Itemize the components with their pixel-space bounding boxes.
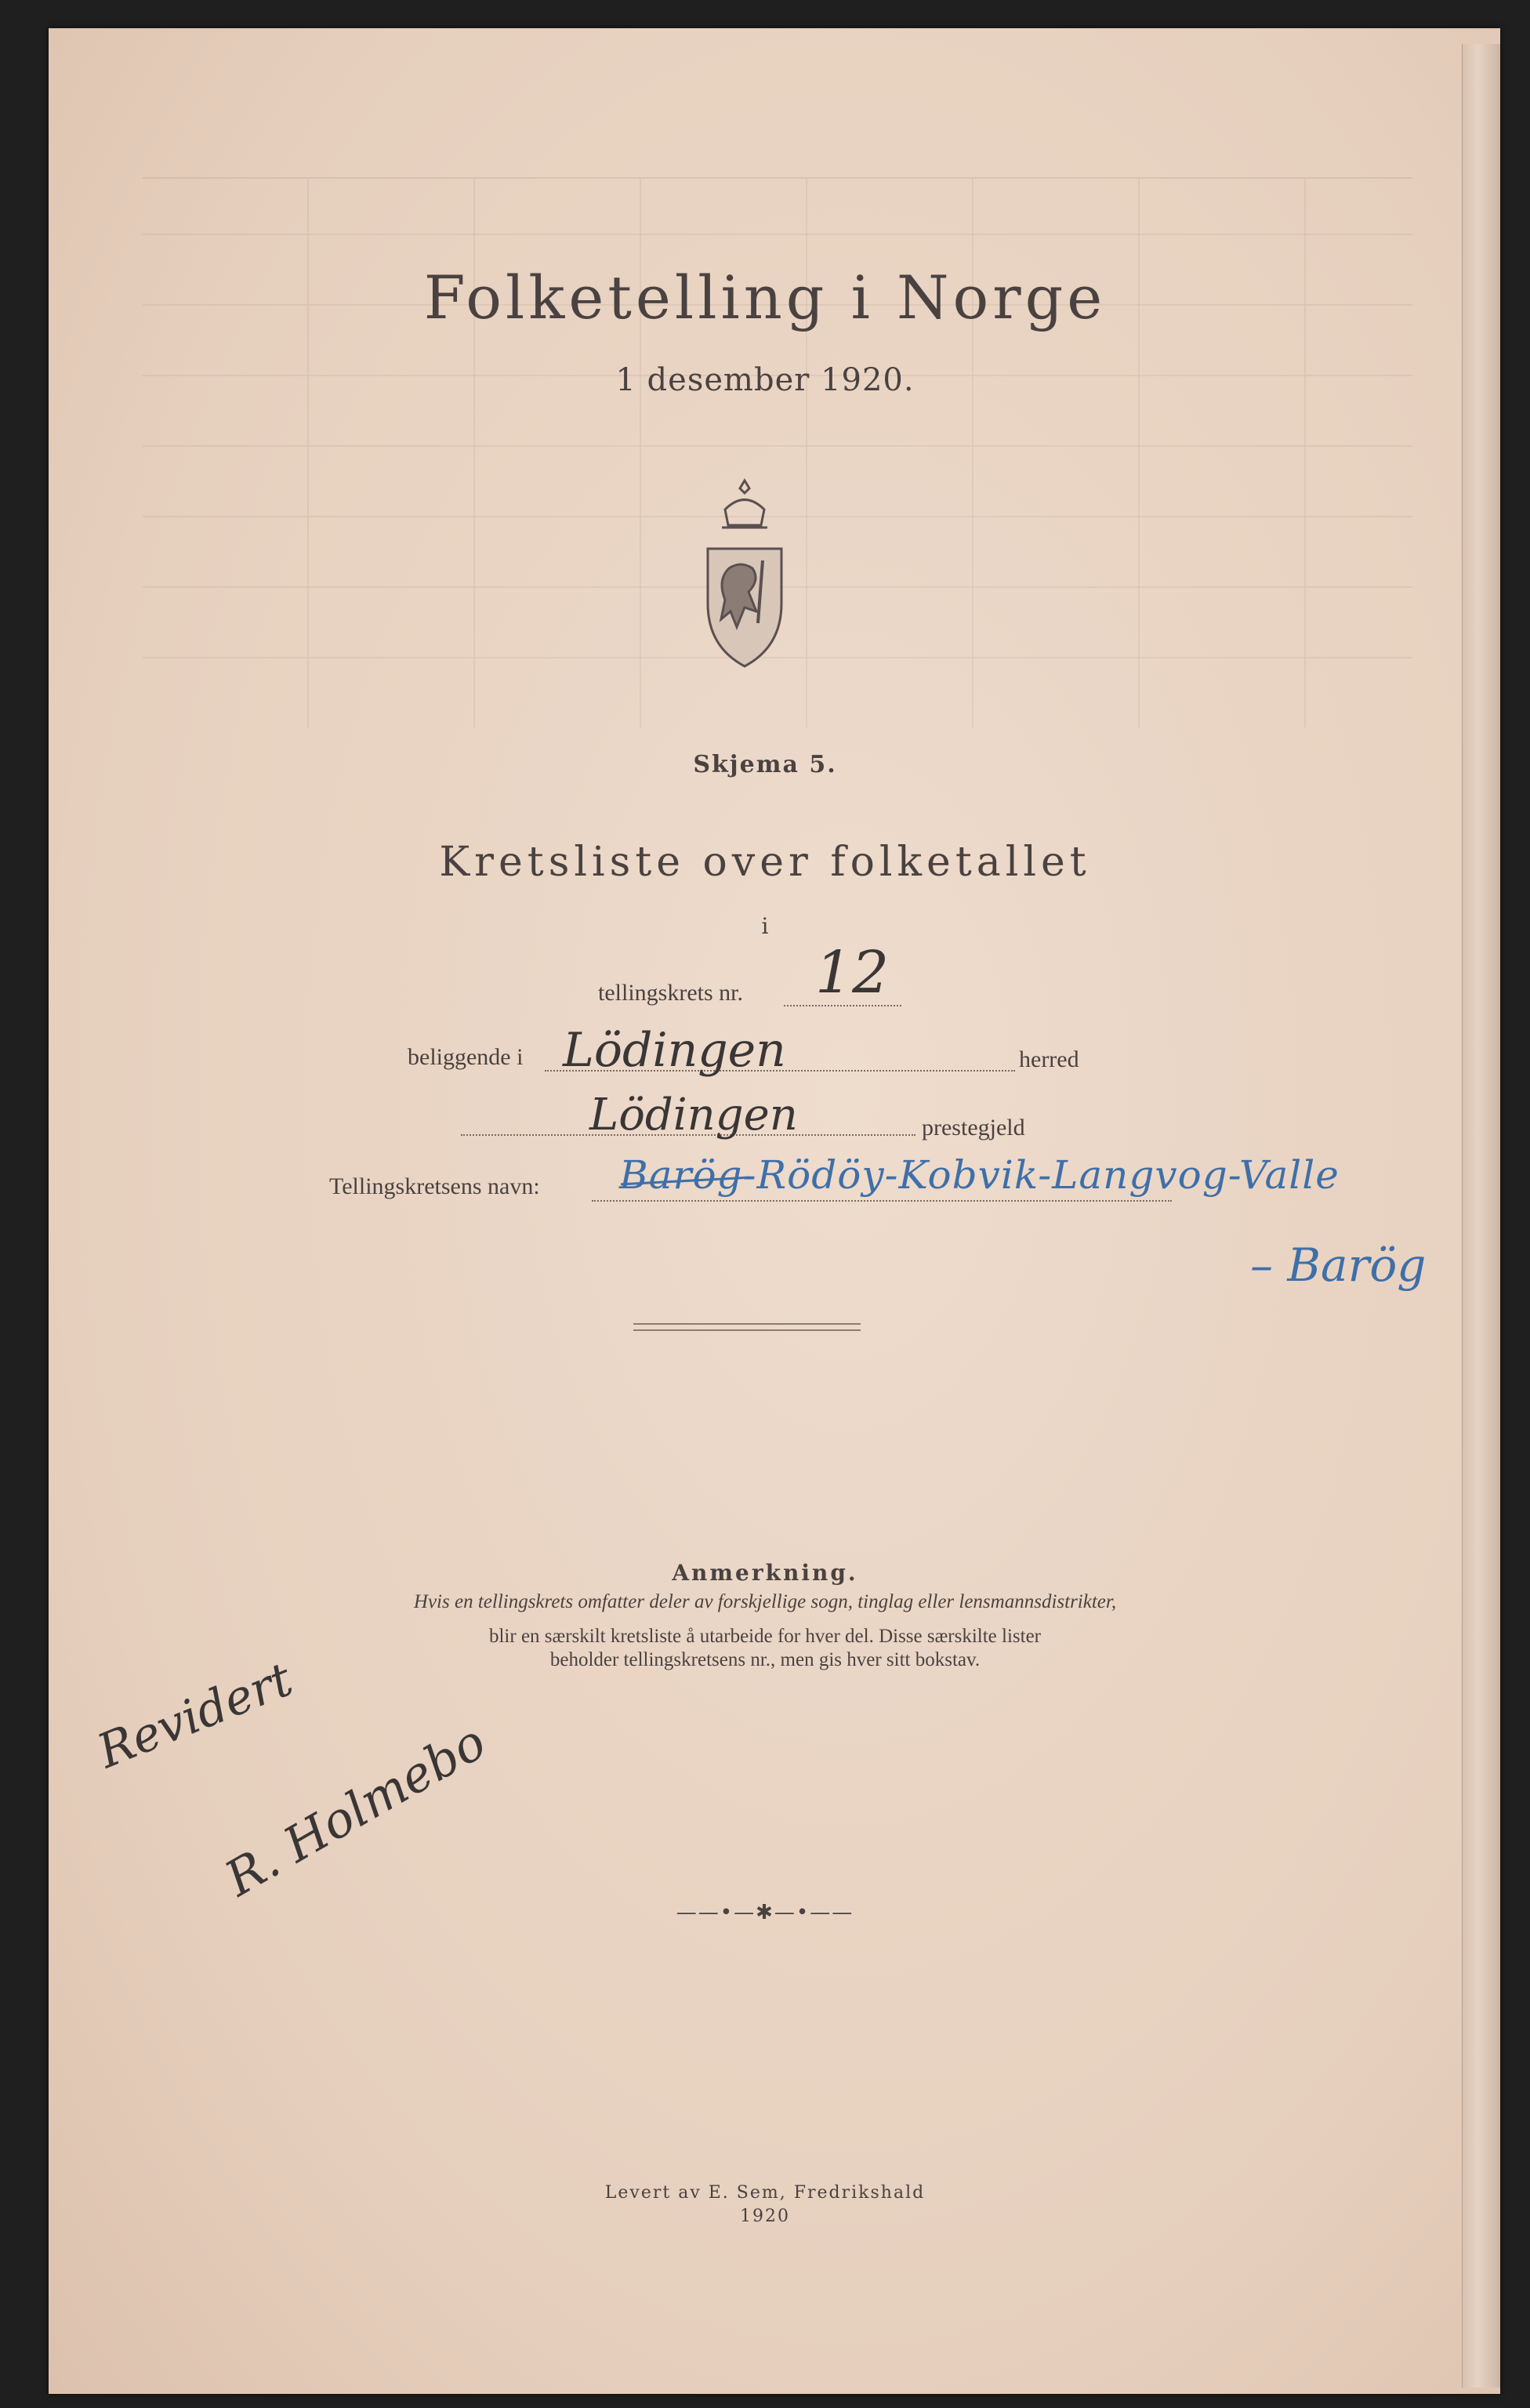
note-line-3: beholder tellingskretsens nr., men gis hver sitt bokstav. [549,1649,981,1670]
document-title: Folketelling i Norge [423,263,1107,332]
divider-top [633,1323,861,1325]
note-line-1: Hvis en tellingskrets omfatter deler av forskjellige sogn, tinglag eller lensmannsdistrikter, [413,1591,1117,1612]
census-date: 1 desember 1920. [615,362,915,398]
connector-word: i [761,913,769,939]
herred-suffix-label: herred [1019,1046,1079,1072]
navn-continuation: – Barög [1250,1238,1427,1292]
norwegian-coat-of-arms-icon [694,474,796,670]
signature-name: R. Holmebo [216,1713,495,1908]
prestegjeld-field[interactable]: Lödingen [589,1090,798,1141]
printer-credit: Levert av E. Sem, Fredrikshald [604,2183,926,2203]
herred-prefix-label: beliggende i [408,1044,524,1070]
printer-year: 1920 [740,2207,790,2226]
navn-field-line [592,1200,1172,1202]
ornament-divider: ——•—✱—•—— [676,1901,854,1924]
herred-field[interactable]: Lödingen [563,1023,786,1078]
note-line-2: blir en særskilt kretsliste å utarbeide for hver del. Disse særskilte lister [488,1626,1042,1647]
navn-label: Tellingskretsens navn: [329,1173,540,1199]
navn-field[interactable]: Barög-Rödöy-Kobvik-Langvog-Valle [619,1152,1340,1198]
form-heading: Kretsliste over folketallet [439,839,1091,886]
krets-label: tellingskrets nr. [598,980,743,1006]
divider-bottom [633,1329,861,1331]
note-heading: Anmerkning. [672,1560,858,1586]
signature-revidert: Revidert [90,1652,300,1779]
krets-number-field[interactable]: 12 [815,939,890,1006]
schema-number: Skjema 5. [693,751,837,778]
prestegjeld-suffix-label: prestegjeld [922,1115,1025,1141]
